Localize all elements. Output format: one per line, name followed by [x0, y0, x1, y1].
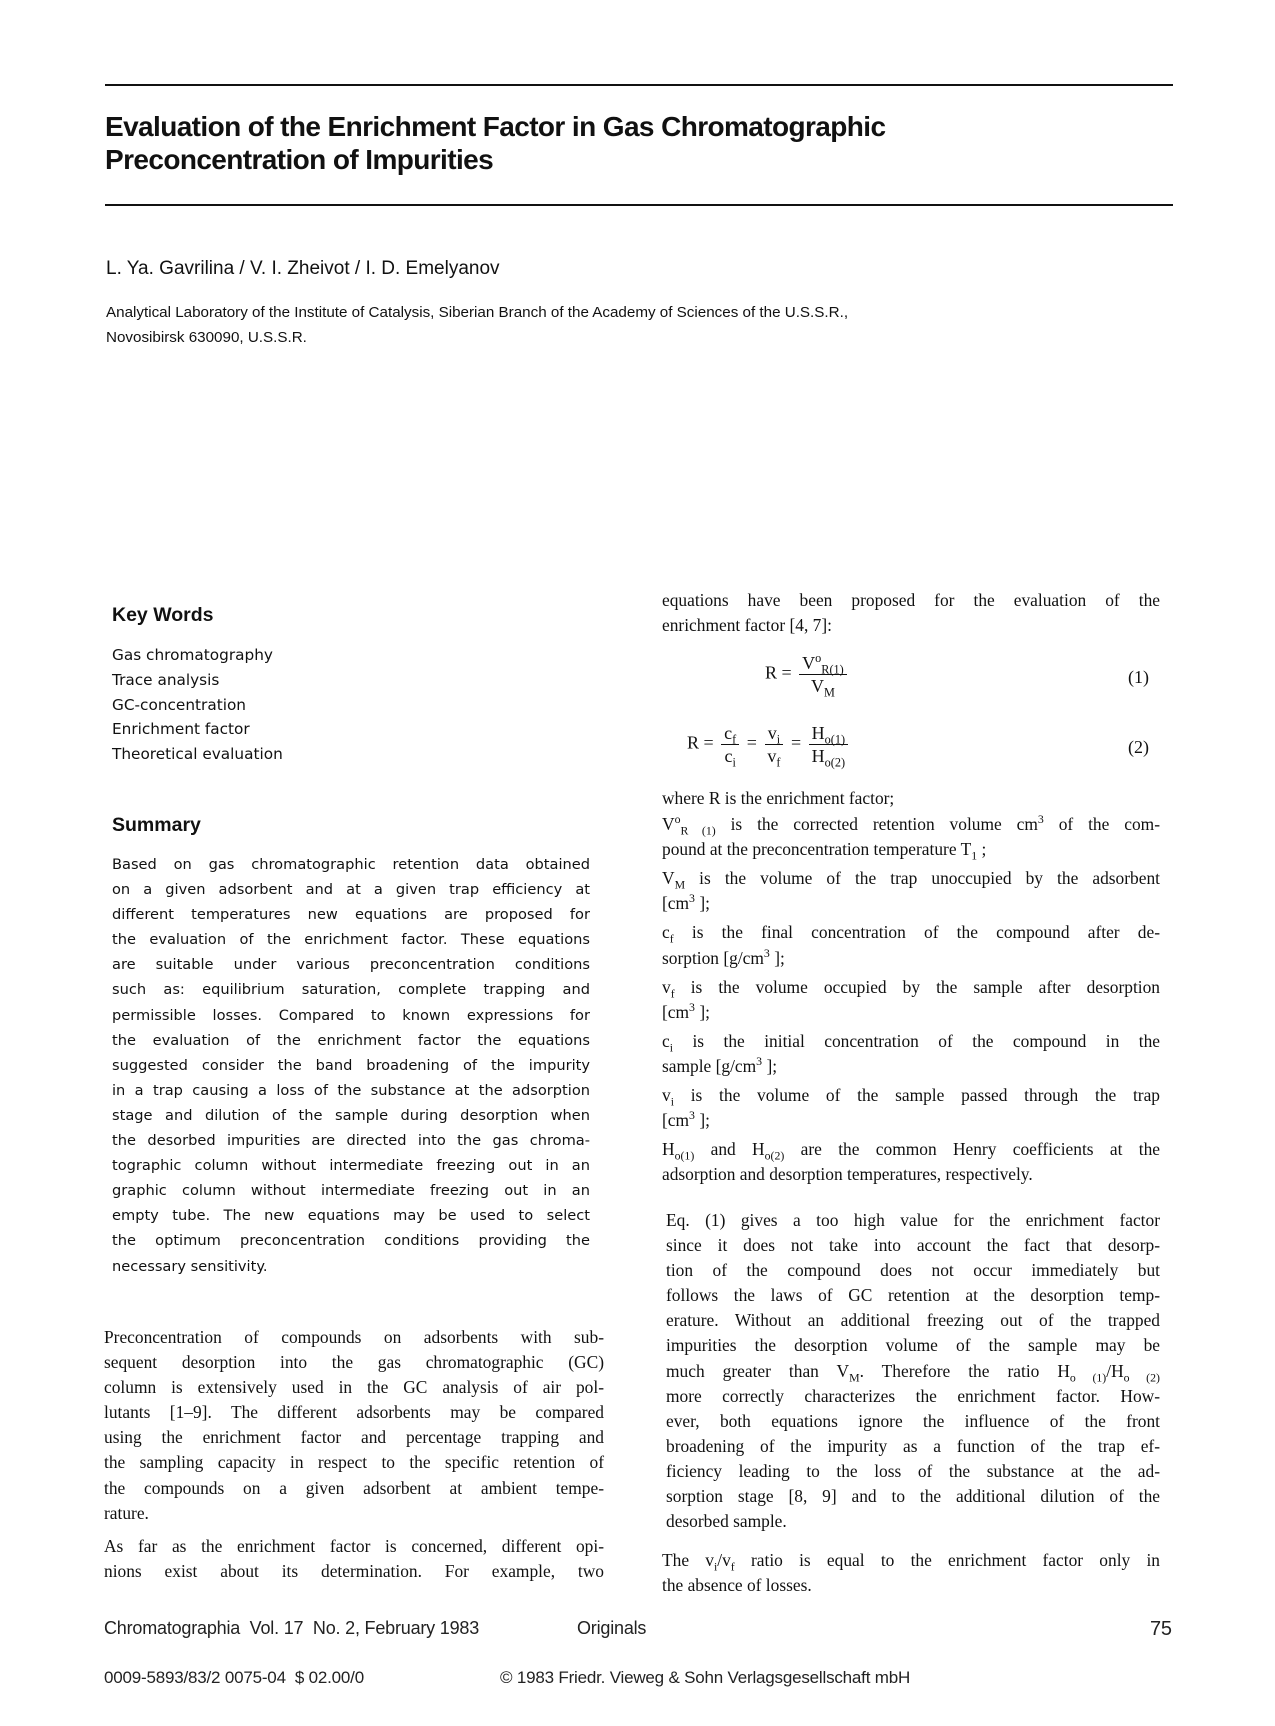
discussion-line: ever, both equations ignore the influence of the front [666, 1410, 1160, 1431]
definition-cf: $c_f$ is the final concentration of the compound after de- sorption [$g/cm^3$ ]; [662, 922, 1160, 968]
affiliation [106, 300, 848, 350]
summary-line: in a trap causing a loss of the substance at the adsorption [112, 1081, 590, 1099]
key-word-item: Trace analysis [112, 670, 220, 689]
title-bottom-rule [105, 204, 1173, 206]
summary-line: tographic column without intermediate freezing out in an [112, 1157, 590, 1175]
summary-line: such as: equilibrium saturation, complete trapping and [112, 981, 590, 999]
page-number: 75 [1150, 1618, 1172, 1640]
lead-line: enrichment factor [4, 7]: [662, 615, 832, 636]
journal-citation: Chromatographia Vol. 17 No. 2, February 1983 [104, 1618, 480, 1638]
section-label: Originals [577, 1618, 647, 1638]
issn-price: 0009-5893/83/2 0075-04 $ 02.00/0 [104, 1668, 364, 1687]
key-word-item: Enrichment factor [112, 720, 250, 739]
intro-line: sequent desorption into the gas chromatographic (GC) [104, 1352, 604, 1373]
discussion-line: impurities the desorption volume of the sample may be [666, 1335, 1160, 1356]
equation-1-fraction: $\frac{V^o_{R(1)}}{V_M}$ [799, 652, 847, 697]
discussion-line: Eq. (1) gives a too high value for the enrichment factor [666, 1210, 1160, 1230]
definition-vi: $v_i$ is the volume of the sample passed through the trap [$cm^3$ ]; [662, 1085, 1160, 1131]
discussion-line: tion of the compound does not occur immediately but [666, 1260, 1160, 1281]
key-word-item: Theoretical evaluation [112, 745, 283, 764]
intro-line: nions exist about its determination. For example, two [104, 1560, 604, 1581]
summary-line: empty tube. The new equations may be used to select [112, 1207, 590, 1225]
discussion-line: erature. Without an additional freezing out of the trapped [666, 1310, 1160, 1331]
equation-2: R = $\frac{c_f}{c_i}$ = $\frac{v_i}{v_f}$ = $\frac{H_{o(1)}}{H_{o(2)}}$ [687, 722, 851, 767]
definition-henry: $H_{o(1)}$ and $H_{o(2)}$ are the common Henry coefficients at the adsorption and desorption temperatures, respectively. [662, 1139, 1160, 1185]
variable-definitions [662, 786, 1160, 1187]
introduction-text [104, 1325, 604, 1584]
summary-line: the desorbed impurities are directed into the gas chroma- [112, 1132, 590, 1150]
discussion-paragraph [666, 1208, 1160, 1534]
summary-text [112, 852, 590, 1279]
title-line-1: Evaluation of the Enrichment Factor in Gas Chromatographic [105, 111, 886, 142]
discussion-line: since it does not take into account the fact that desorp- [666, 1235, 1160, 1256]
intro-line: lutants [1–9]. The different adsorbents may be compared [104, 1402, 604, 1423]
authors: L. Ya. Gavrilina / V. I. Zheivot / I. D. Emelyanov [106, 258, 500, 279]
intro-line: Preconcentration of compounds on adsorbents with sub- [104, 1327, 604, 1347]
summary-line: permissible losses. Compared to known expressions for [112, 1006, 590, 1024]
summary-line: suggested consider the band broadening of the impurity [112, 1056, 590, 1074]
key-words-list [112, 643, 283, 767]
definition-vr: $V^o_{R (1)}$ is the corrected retention volume $cm^3$ of the com- pound at the preconcentration temperature $T_1$ ; [662, 812, 1160, 863]
definition-ci: $c_i$ is the initial concentration of the compound in the sample [$g/cm^3$ ]; [662, 1030, 1160, 1076]
definition-vf: $v_f$ is the volume occupied by the sample after desorption [$cm^3$ ]; [662, 976, 1160, 1022]
intro-line: the sampling capacity in respect to the specific retention of [104, 1452, 604, 1473]
right-column-lead [662, 588, 1160, 638]
discussion-line: much greater than $V_M$. Therefore the ratio $H_{o (1)}/H_{o (2)}$ [666, 1360, 1160, 1385]
key-words-heading: Key Words [112, 604, 214, 626]
summary-heading: Summary [112, 814, 201, 836]
intro-line: the compounds on a given adsorbent at ambient tempe- [104, 1477, 604, 1498]
summary-line: are suitable under various preconcentration conditions [112, 956, 590, 974]
equation-1: R = $\frac{V^o_{R(1)}}{V_M}$ [765, 652, 850, 697]
title-line-2: Preconcentration of Impurities [105, 144, 494, 175]
intro-line: using the enrichment factor and percentage trapping and [104, 1427, 604, 1448]
equation-1-number: (1) [1128, 667, 1149, 687]
summary-line: stage and dilution of the sample during desorption when [112, 1106, 590, 1124]
closing-paragraph: The $v_i/v_f$ ratio is equal to the enrichment factor only in the absence of losses. [662, 1550, 1160, 1596]
key-word-item: Gas chromatography [112, 646, 273, 664]
paper-title [105, 110, 1165, 176]
definition-vm: $V_M$ is the volume of the trap unoccupied by the adsorbent [$cm^3$ ]; [662, 868, 1160, 914]
equation-2-number: (2) [1128, 737, 1149, 757]
summary-line: on a given adsorbent and at a given trap efficiency at [112, 881, 590, 899]
key-word-item: GC-concentration [112, 695, 246, 714]
intro-line: As far as the enrichment factor is concerned, different opi- [104, 1535, 604, 1556]
copyright: © 1983 Friedr. Vieweg & Sohn Verlagsgesellschaft mbH [500, 1668, 911, 1687]
affiliation-line-2: Novosibirsk 630090, U.S.S.R. [106, 329, 307, 346]
intro-line: column is extensively used in the GC analysis of air pol- [104, 1377, 604, 1398]
summary-line: different temperatures new equations are proposed for [112, 906, 590, 924]
discussion-line: ficiency leading to the loss of the substance at the ad- [666, 1460, 1160, 1481]
lead-line: equations have been proposed for the evaluation of the [662, 590, 1160, 610]
discussion-line: broadening of the impurity as a function of the trap ef- [666, 1435, 1160, 1456]
discussion-line: follows the laws of GC retention at the desorption temp- [666, 1285, 1160, 1306]
discussion-line: sorption stage [8, 9] and to the additional dilution of the [666, 1486, 1160, 1507]
summary-line: graphic column without intermediate freezing out in an [112, 1182, 590, 1200]
definition-r: where R is the enrichment factor; [662, 788, 895, 808]
summary-line: the evaluation of the enrichment factor the equations [112, 1031, 590, 1049]
summary-line: the evaluation of the enrichment factor. These equations [112, 931, 590, 949]
discussion-line: more correctly characterizes the enrichment factor. How- [666, 1385, 1160, 1406]
summary-line: the optimum preconcentration conditions providing the [112, 1232, 590, 1250]
summary-line: necessary sensitivity. [112, 1257, 268, 1275]
discussion-line: desorbed sample. [666, 1511, 787, 1532]
summary-line: Based on gas chromatographic retention data obtained [112, 856, 590, 873]
top-rule [105, 84, 1173, 86]
affiliation-line-1: Analytical Laboratory of the Institute of Catalysis, Siberian Branch of the Academy of Sciences of the U.S.S.R., [106, 304, 849, 321]
intro-line: rature. [104, 1502, 149, 1523]
